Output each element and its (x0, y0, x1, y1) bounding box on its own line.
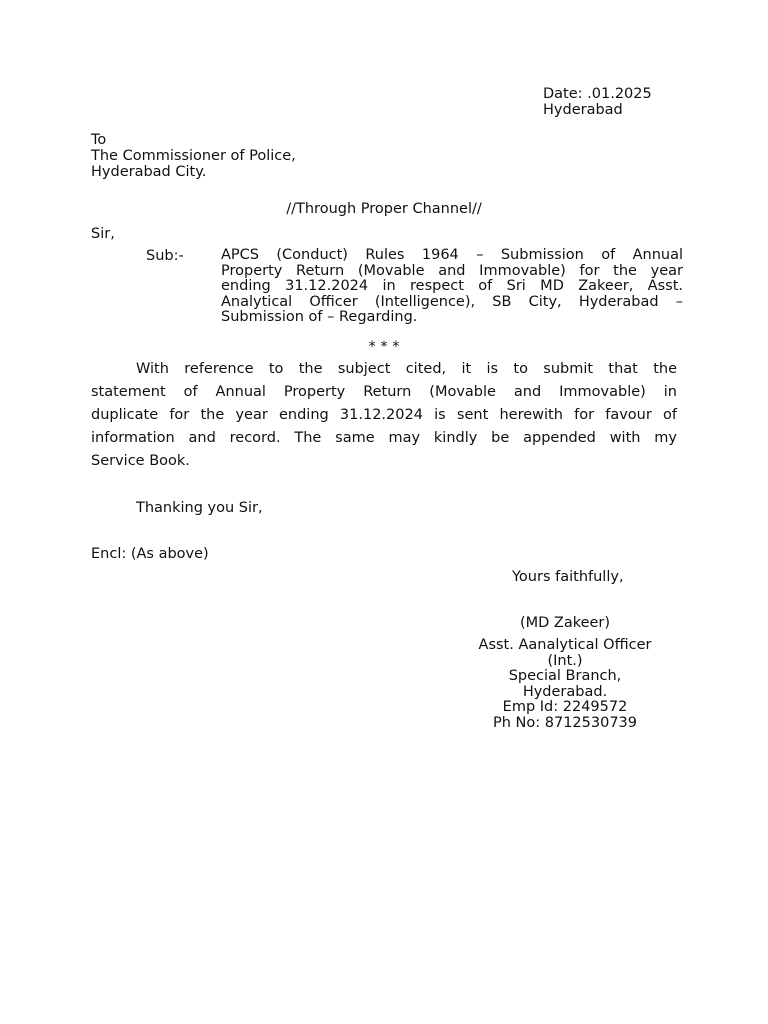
addressee-line-2: Hyderabad City. (91, 164, 207, 180)
signatory-details (440, 638, 690, 731)
signatory-branch: Special Branch, (508, 668, 622, 684)
body-line: duplicate for the year ending 31.12.2024 is sent herewith for favour of (91, 407, 677, 423)
body-line: Service Book. (91, 453, 190, 469)
place-line: Hyderabad (543, 102, 623, 118)
addressee-block (91, 132, 296, 180)
date-block (543, 86, 652, 118)
addressee-line-1: The Commissioner of Police, (91, 148, 296, 164)
signatory-designation: Asst. Aanalytical Officer (478, 637, 652, 653)
subject-line: APCS (Conduct) Rules 1964 – Submission of Annual (221, 247, 683, 263)
body-line: information and record. The same may kindly be appended with my (91, 430, 677, 446)
signatory-emp-id: Emp Id: 2249572 (502, 699, 628, 715)
date-line: Date: .01.2025 (543, 86, 652, 102)
subject-line: Submission of – Regarding. (221, 309, 418, 325)
thanks-line: Thanking you Sir, (136, 500, 263, 516)
through-channel-text: //Through Proper Channel// (286, 201, 482, 217)
subject-line: Property Return (Movable and Immovable) for the year (221, 262, 683, 279)
signatory-city: Hyderabad. (522, 683, 608, 700)
subject-label: Sub:- (146, 248, 184, 264)
body-line: With reference to the subject cited, it is to submit that the (136, 361, 677, 377)
salutation: Sir, (91, 226, 115, 242)
signatory-unit: (Int.) (547, 652, 583, 669)
body-paragraph (91, 358, 677, 473)
separator-stars: * * * (368, 339, 400, 355)
subject-line: Analytical Officer (Intelligence), SB City, Hyderabad – (221, 293, 683, 310)
enclosure-line: Encl: (As above) (91, 546, 209, 562)
subject-line: ending 31.12.2024 in respect of Sri MD Zakeer, Asst. (221, 278, 683, 294)
signatory-phone: Ph No: 8712530739 (492, 714, 637, 731)
through-channel (0, 201, 768, 217)
signatory-name: (MD Zakeer) (519, 615, 611, 631)
to-label: To (91, 132, 107, 148)
subject-text (221, 248, 683, 326)
closing-line: Yours faithfully, (512, 569, 624, 585)
body-line: statement of Annual Property Return (Movable and Immovable) in (91, 384, 677, 400)
